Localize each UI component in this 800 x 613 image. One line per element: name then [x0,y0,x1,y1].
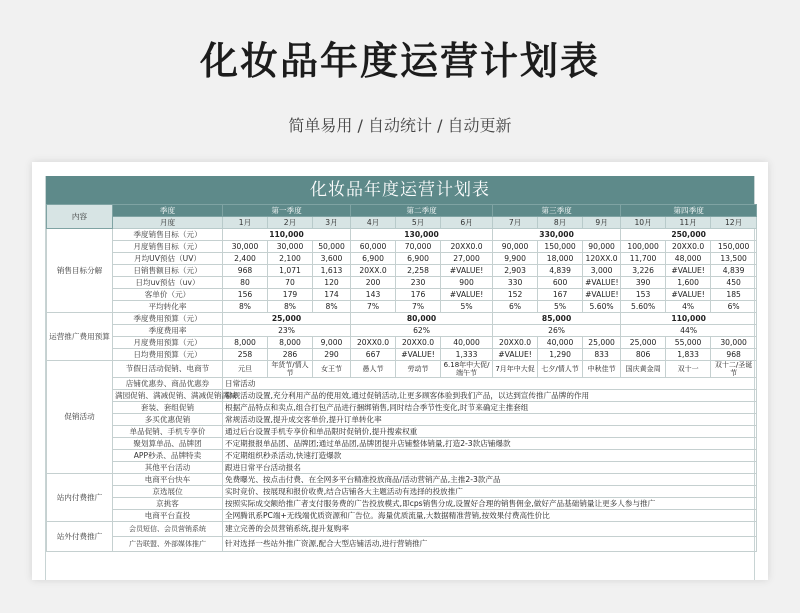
sales-row [47,265,757,277]
activity-row [47,414,757,426]
month-value: 150,000 [711,241,757,253]
header-month: 11月 [666,217,711,229]
metric-label: 京挑客 [113,498,223,510]
month-value: 143 [351,289,396,301]
month-value: 80 [223,277,268,289]
onsite-row [47,510,757,522]
quarter-value: 330,000 [493,229,621,241]
month-value: 4,839 [711,265,757,277]
offsite-desc: 建立完善的会员营销系统,提升复购率 [223,522,757,537]
month-value: 25,000 [583,337,621,349]
month-value: 120 [313,277,351,289]
quarter-value: 250,000 [621,229,757,241]
month-value: 7% [396,301,441,313]
month-value: 179 [268,289,313,301]
month-value: 27,000 [441,253,493,265]
plan-table [46,204,757,552]
metric-label: 会员短信、会员营销系统 [113,522,223,537]
activity-row [47,450,757,462]
month-value: 20XX0.0 [351,337,396,349]
month-value: 50,000 [313,241,351,253]
onsite-desc: 全网腾讯系PC端+无线端优质资源和广告位。海量优质流量,大数据精准营销,按效果付费高性价比 [223,510,757,522]
month-value: 90,000 [583,241,621,253]
festival-cell: 国庆黄金周 [621,361,666,378]
quarter-rate: 44% [621,325,757,337]
metric-label: 聚划算单品、品牌团 [113,438,223,450]
quarter-value: 25,000 [223,313,351,325]
activity-row [47,402,757,414]
month-value: 185 [711,289,757,301]
month-value: 150,000 [538,241,583,253]
month-value: 450 [711,277,757,289]
festival-cell: 双十一 [666,361,711,378]
month-value: 176 [396,289,441,301]
month-value: 4% [666,301,711,313]
metric-label: 电商平台快车 [113,474,223,486]
header-quarter: 第四季度 [621,205,757,217]
promo-row [47,349,757,361]
month-value: 40,000 [538,337,583,349]
header-row-quarters [47,205,757,217]
metric-label: 多买优惠促销 [113,414,223,426]
promo-row [47,337,757,349]
month-value: 290 [313,349,351,361]
month-value: 1,613 [313,265,351,277]
onsite-row [47,474,757,486]
quarter-value: 80,000 [351,313,493,325]
month-value: 258 [223,349,268,361]
activity-desc: 跟进日常平台活动报名 [223,462,757,474]
metric-label: 单品促销、手机专享价 [113,426,223,438]
quarter-rate: 26% [493,325,621,337]
month-value: 833 [583,349,621,361]
month-value: #VALUE! [583,289,621,301]
promo-quarter-row [47,313,757,325]
activity-desc: 常规活动设置,充分利用产品的使用效,通过促销活动,让更多顾客体验到我们产品，以达到宣传推广品牌的作用 [223,390,757,402]
sheet-title: 化妆品年度运营计划表 [46,176,754,204]
month-value: 11,700 [621,253,666,265]
header-month: 8月 [538,217,583,229]
month-value: 5.60% [621,301,666,313]
festival-cell: 愚人节 [351,361,396,378]
section-promo: 运营推广费用预算 [47,313,113,361]
metric-label: APP秒杀、品牌特卖 [113,450,223,462]
activity-row [47,426,757,438]
section-sales: 销售目标分解 [47,229,113,313]
spreadsheet-card [32,162,768,580]
header-month: 1月 [223,217,268,229]
month-value: 4,839 [538,265,583,277]
month-value: #VALUE! [396,349,441,361]
activity-desc: 不定期组织秒杀活动,快速打造爆款 [223,450,757,462]
metric-label: 广告联盟、外部媒体推广 [113,537,223,552]
festival-cell: 年货节/情人节 [268,361,313,378]
sales-row [47,289,757,301]
activity-row [47,390,757,402]
header-month: 9月 [583,217,621,229]
month-value: 60,000 [351,241,396,253]
activity-row [47,462,757,474]
metric-label: 月均UV预估（UV） [113,253,223,265]
header-month: 6月 [441,217,493,229]
quarter-rate: 23% [223,325,351,337]
month-value: 9,900 [493,253,538,265]
festival-cell: 元旦 [223,361,268,378]
month-value: 330 [493,277,538,289]
activity-desc: 日常活动 [223,378,757,390]
month-value: 3,600 [313,253,351,265]
month-value: 156 [223,289,268,301]
quarter-value: 85,000 [493,313,621,325]
onsite-desc: 免费曝光、按点击付费、在全网多平台精准投放商品/活动营销产品,主推2-3款产品 [223,474,757,486]
month-value: 390 [621,277,666,289]
month-value: #VALUE! [666,265,711,277]
festival-cell: 女王节 [313,361,351,378]
month-value: #VALUE! [441,289,493,301]
quarter-value: 110,000 [621,313,757,325]
festival-cell: 七夕/情人节 [538,361,583,378]
activity-row [47,378,757,390]
month-value: 5.60% [583,301,621,313]
header-month: 12月 [711,217,757,229]
month-value: 9,000 [313,337,351,349]
header-month: 2月 [268,217,313,229]
month-value: 90,000 [493,241,538,253]
metric-label: 满园促销、满减促销、满减促销满减 [113,390,223,402]
activity-desc: 不定期报报单品团、品牌团;通过单品团,品牌团提升店铺整体销量,打造2-3款店铺爆款 [223,438,757,450]
metric-label: 季度销售目标（元） [113,229,223,241]
quarter-value: 130,000 [351,229,493,241]
month-value: 13,500 [711,253,757,265]
activity-desc: 根据产品特点和卖点,组合打包产品进行捆绑销售,同时结合季节性变化,时节来确定主推套组 [223,402,757,414]
month-value: 20XX.0 [351,265,396,277]
metric-label: 套装、套组促销 [113,402,223,414]
month-value: 230 [396,277,441,289]
header-month: 4月 [351,217,396,229]
metric-label: 季度费用率 [113,325,223,337]
month-value: 1,071 [268,265,313,277]
month-value: 8% [223,301,268,313]
offsite-desc: 针对选择一些站外推广资源,配合大型店铺活动,进行营销推广 [223,537,757,552]
sales-row [47,301,757,313]
month-value: 20XX0.0 [441,241,493,253]
month-value: 1,833 [666,349,711,361]
spreadsheet-frame [45,176,755,580]
month-value: 25,000 [621,337,666,349]
month-value: 55,000 [666,337,711,349]
month-value: 70,000 [396,241,441,253]
month-value: 968 [223,265,268,277]
metric-label: 季度费用预算（元） [113,313,223,325]
festival-cell: 6.18年中大促/端午节 [441,361,493,378]
month-value: 6% [711,301,757,313]
month-value: 2,258 [396,265,441,277]
month-value: 100,000 [621,241,666,253]
month-value: 8,000 [268,337,313,349]
month-value: 167 [538,289,583,301]
page-subtitle: 简单易用 / 自动统计 / 自动更新 [288,116,512,135]
month-value: 286 [268,349,313,361]
month-value: 70 [268,277,313,289]
quarter-value: 110,000 [223,229,351,241]
month-value: #VALUE! [493,349,538,361]
month-value: 1,290 [538,349,583,361]
month-value: 1,600 [666,277,711,289]
section-offsite: 站外付费推广 [47,522,113,552]
metric-label: 电商平台直投 [113,510,223,522]
activity-desc: 常规活动设置,提升成交客单价,提升订单转化率 [223,414,757,426]
month-value: 20XX0.0 [666,241,711,253]
month-value: 18,000 [538,253,583,265]
month-value: 120XX.0 [583,253,621,265]
metric-label: 节假日活动促销、电商节 [113,361,223,378]
month-value: 2,400 [223,253,268,265]
metric-label: 客单价（元） [113,289,223,301]
month-value: 30,000 [223,241,268,253]
offsite-row [47,537,757,552]
metric-label: 日销售额目标（元） [113,265,223,277]
festival-cell: 7月年中大促 [493,361,538,378]
month-value: #VALUE! [666,289,711,301]
sales-row [47,241,757,253]
month-value: 5% [441,301,493,313]
month-value: 200 [351,277,396,289]
month-value: 6,900 [396,253,441,265]
header-quarter: 第二季度 [351,205,493,217]
onsite-row [47,498,757,510]
month-value: 3,226 [621,265,666,277]
month-value: 2,903 [493,265,538,277]
metric-label: 其他平台活动 [113,462,223,474]
quarter-rate: 62% [351,325,493,337]
header-month: 3月 [313,217,351,229]
month-value: 1,333 [441,349,493,361]
month-value: 8,000 [223,337,268,349]
month-value: 5% [538,301,583,313]
header-month-label: 月度 [113,217,223,229]
month-value: 48,000 [666,253,711,265]
section-activity: 促销活动 [47,361,113,474]
header-month: 5月 [396,217,441,229]
month-value: 806 [621,349,666,361]
month-value: 667 [351,349,396,361]
header-quarter: 第三季度 [493,205,621,217]
festival-row [47,361,757,378]
offsite-row [47,522,757,537]
month-value: 7% [351,301,396,313]
metric-label: 京选展位 [113,486,223,498]
month-value: 153 [621,289,666,301]
festival-cell: 劳动节 [396,361,441,378]
month-value: 174 [313,289,351,301]
header-content: 内容 [47,205,113,229]
month-value: 600 [538,277,583,289]
section-onsite: 站内付费推广 [47,474,113,522]
header-month: 7月 [493,217,538,229]
header-row-months [47,217,757,229]
metric-label: 日均uv预估（uv） [113,277,223,289]
header-month: 10月 [621,217,666,229]
festival-cell: 双十二/圣诞节 [711,361,757,378]
metric-label: 月度销售目标（元） [113,241,223,253]
month-value: 152 [493,289,538,301]
month-value: 8% [268,301,313,313]
month-value: 8% [313,301,351,313]
page-title: 化妆品年度运营计划表 [199,39,600,83]
metric-label: 平均转化率 [113,301,223,313]
sales-row [47,277,757,289]
month-value: 2,100 [268,253,313,265]
metric-label: 日均费用预算（元） [113,349,223,361]
month-value: 900 [441,277,493,289]
month-value: 20XX0.0 [396,337,441,349]
month-value: 40,000 [441,337,493,349]
month-value: 30,000 [711,337,757,349]
activity-row [47,438,757,450]
onsite-desc: 按照实际成交额给推广者支付服务费的广告投放模式,即cps销售分成,设置好合理的销售佣金,做好产品基础销量让更多人参与推广 [223,498,757,510]
month-value: 968 [711,349,757,361]
month-value: 3,000 [583,265,621,277]
month-value: 6% [493,301,538,313]
month-value: 20XX0.0 [493,337,538,349]
header-quarter-label: 季度 [113,205,223,217]
festival-cell: 中秋佳节 [583,361,621,378]
onsite-row [47,486,757,498]
onsite-desc: 实时竞价、按展现和报价收费,结合店铺各大主题活动有选择的投放推广 [223,486,757,498]
month-value: #VALUE! [583,277,621,289]
month-value: 30,000 [268,241,313,253]
month-value: #VALUE! [441,265,493,277]
promo-rate-row [47,325,757,337]
metric-label: 月度费用预算（元） [113,337,223,349]
sales-row [47,253,757,265]
month-value: 6,900 [351,253,396,265]
activity-desc: 通过后台设置手机专享价和单品限时促销价,提升搜索权重 [223,426,757,438]
header-quarter: 第一季度 [223,205,351,217]
metric-label: 店铺优惠券、商品优惠券 [113,378,223,390]
sales-quarter-row [47,229,757,241]
